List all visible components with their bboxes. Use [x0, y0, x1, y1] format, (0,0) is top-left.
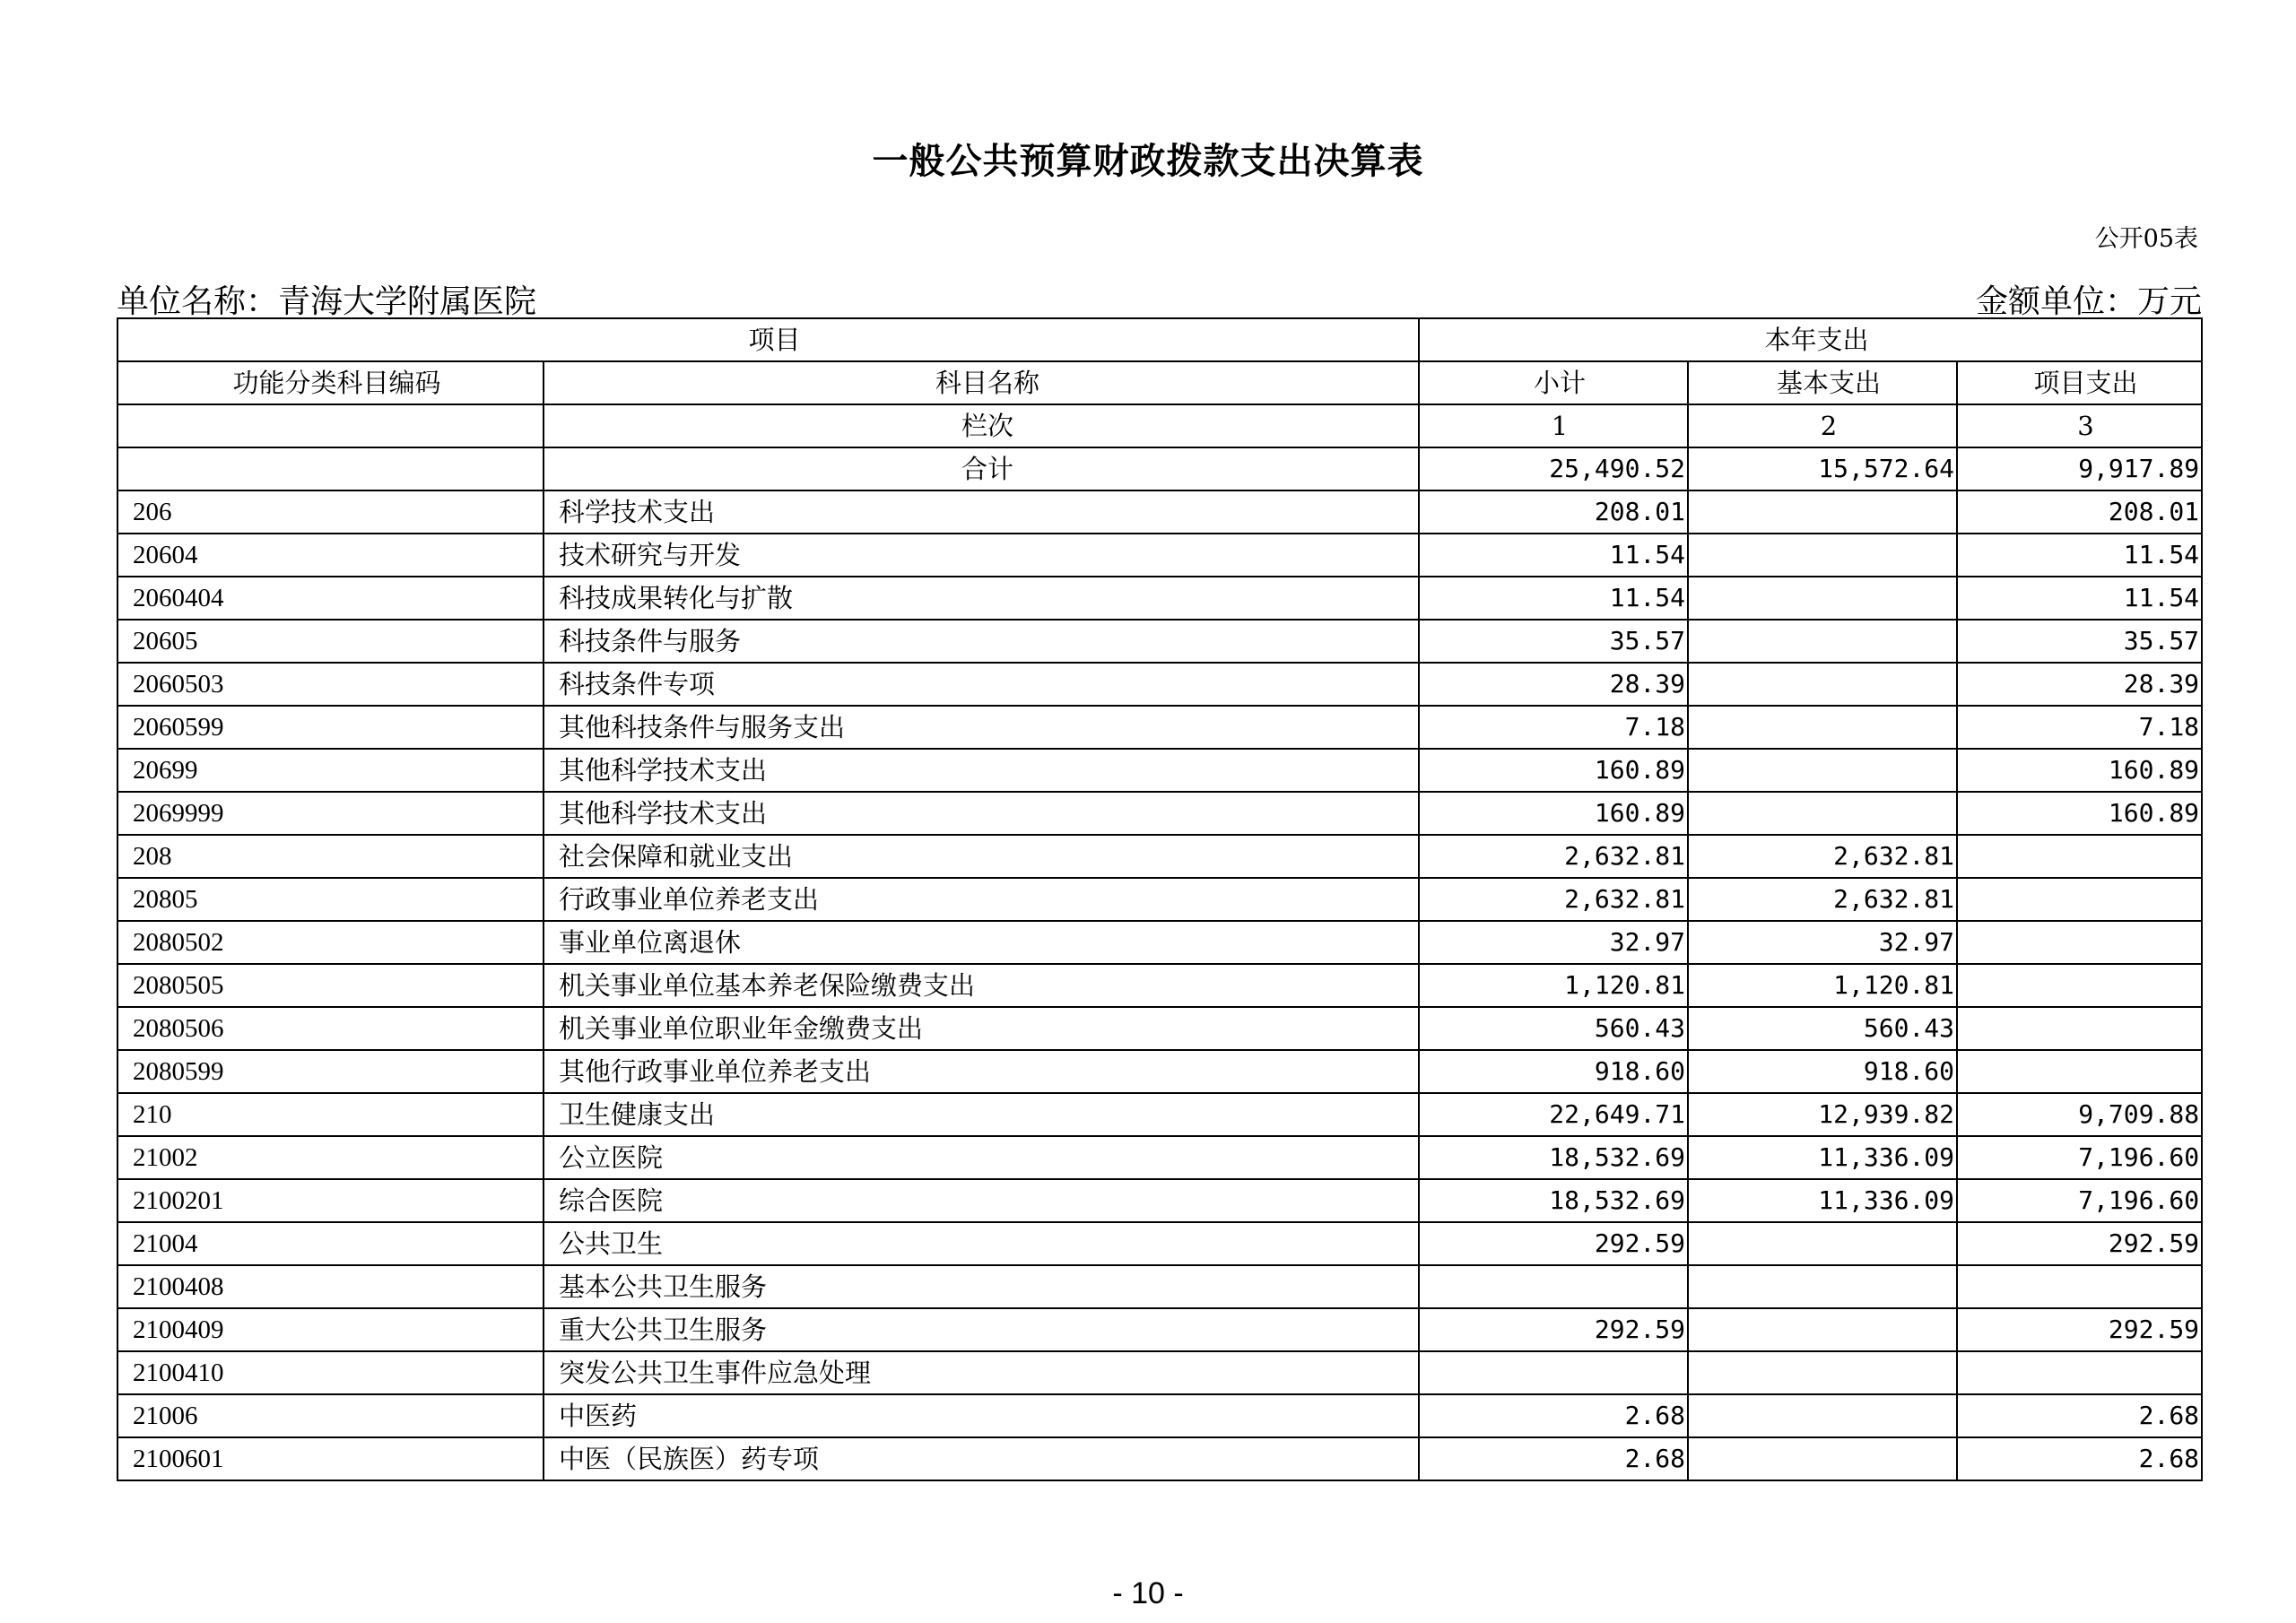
- row-subtotal: 918.60: [1419, 1050, 1688, 1093]
- row-basic: [1688, 1437, 1957, 1480]
- row-basic: [1688, 1351, 1957, 1394]
- header-current-year: 本年支出: [1419, 318, 2202, 361]
- row-code: 20699: [117, 749, 544, 792]
- row-name: 突发公共卫生事件应急处理: [544, 1351, 1419, 1394]
- table-row: [117, 534, 2202, 577]
- row-project: 160.89: [1957, 749, 2202, 792]
- table-row: [117, 577, 2202, 620]
- row-basic: 2,632.81: [1688, 835, 1957, 878]
- row-subtotal: [1419, 1265, 1688, 1308]
- row-subtotal: 160.89: [1419, 749, 1688, 792]
- row-basic: [1688, 1394, 1957, 1437]
- table-row: [117, 921, 2202, 964]
- row-name: 技术研究与开发: [544, 534, 1419, 577]
- row-basic: [1688, 1222, 1957, 1265]
- budget-table: [117, 317, 2203, 1481]
- row-subtotal: 22,649.71: [1419, 1093, 1688, 1136]
- table-row: [117, 490, 2202, 534]
- row-code: 21002: [117, 1136, 544, 1179]
- header-subtotal: 小计: [1419, 361, 1688, 404]
- row-name: 社会保障和就业支出: [544, 835, 1419, 878]
- row-name: 其他科技条件与服务支出: [544, 706, 1419, 749]
- row-subtotal: 2,632.81: [1419, 878, 1688, 921]
- row-subtotal: 28.39: [1419, 663, 1688, 706]
- row-code: 20604: [117, 534, 544, 577]
- row-project: [1957, 878, 2202, 921]
- row-project: 292.59: [1957, 1222, 2202, 1265]
- row-basic: [1688, 1265, 1957, 1308]
- row-project: 2.68: [1957, 1437, 2202, 1480]
- row-code: 2100408: [117, 1265, 544, 1308]
- total-basic: 15,572.64: [1688, 447, 1957, 490]
- table-row: [117, 1394, 2202, 1437]
- total-label: 合计: [544, 447, 1419, 490]
- table-row: [117, 1265, 2202, 1308]
- row-name: 其他科学技术支出: [544, 792, 1419, 835]
- row-name: 行政事业单位养老支出: [544, 878, 1419, 921]
- row-project: 160.89: [1957, 792, 2202, 835]
- table-row: [117, 1222, 2202, 1265]
- row-basic: [1688, 620, 1957, 663]
- row-name: 科技条件专项: [544, 663, 1419, 706]
- row-subtotal: 35.57: [1419, 620, 1688, 663]
- header-blank: [117, 404, 544, 447]
- row-name: 重大公共卫生服务: [544, 1308, 1419, 1351]
- header-code: 功能分类科目编码: [117, 361, 544, 404]
- row-basic: [1688, 1308, 1957, 1351]
- header-col3: 3: [1957, 404, 2202, 447]
- row-subtotal: 160.89: [1419, 792, 1688, 835]
- table-row: [117, 835, 2202, 878]
- row-basic: [1688, 577, 1957, 620]
- table-row: [117, 1437, 2202, 1480]
- row-name: 机关事业单位职业年金缴费支出: [544, 1007, 1419, 1050]
- row-code: 210: [117, 1093, 544, 1136]
- row-project: 28.39: [1957, 663, 2202, 706]
- table-row: [117, 1351, 2202, 1394]
- row-subtotal: 7.18: [1419, 706, 1688, 749]
- row-basic: 918.60: [1688, 1050, 1957, 1093]
- row-project: 208.01: [1957, 490, 2202, 534]
- row-code: 2100409: [117, 1308, 544, 1351]
- row-subtotal: 292.59: [1419, 1222, 1688, 1265]
- row-project: [1957, 1351, 2202, 1394]
- row-code: 2060503: [117, 663, 544, 706]
- total-subtotal: 25,490.52: [1419, 447, 1688, 490]
- header-column-label: 栏次: [544, 404, 1419, 447]
- row-name: 中医药: [544, 1394, 1419, 1437]
- row-code: 2060404: [117, 577, 544, 620]
- total-blank: [117, 447, 544, 490]
- row-code: 2080599: [117, 1050, 544, 1093]
- row-code: 20805: [117, 878, 544, 921]
- row-basic: 2,632.81: [1688, 878, 1957, 921]
- row-subtotal: 11.54: [1419, 534, 1688, 577]
- row-subtotal: 292.59: [1419, 1308, 1688, 1351]
- row-basic: 12,939.82: [1688, 1093, 1957, 1136]
- row-project: [1957, 1007, 2202, 1050]
- row-basic: 11,336.09: [1688, 1179, 1957, 1222]
- table-row: [117, 749, 2202, 792]
- row-basic: [1688, 490, 1957, 534]
- row-subtotal: 560.43: [1419, 1007, 1688, 1050]
- row-subtotal: 1,120.81: [1419, 964, 1688, 1007]
- row-subtotal: 11.54: [1419, 577, 1688, 620]
- row-name: 其他行政事业单位养老支出: [544, 1050, 1419, 1093]
- row-name: 卫生健康支出: [544, 1093, 1419, 1136]
- header-row-2: [117, 361, 2202, 404]
- row-subtotal: 18,532.69: [1419, 1179, 1688, 1222]
- row-basic: [1688, 663, 1957, 706]
- row-code: 2080506: [117, 1007, 544, 1050]
- row-project: 7,196.60: [1957, 1179, 2202, 1222]
- row-subtotal: 18,532.69: [1419, 1136, 1688, 1179]
- header-basic: 基本支出: [1688, 361, 1957, 404]
- row-name: 事业单位离退休: [544, 921, 1419, 964]
- row-subtotal: 208.01: [1419, 490, 1688, 534]
- row-basic: [1688, 749, 1957, 792]
- table-row: [117, 1093, 2202, 1136]
- row-project: [1957, 921, 2202, 964]
- row-name: 中医（民族医）药专项: [544, 1437, 1419, 1480]
- table-row: [117, 706, 2202, 749]
- row-project: [1957, 835, 2202, 878]
- row-name: 公立医院: [544, 1136, 1419, 1179]
- row-basic: [1688, 706, 1957, 749]
- row-name: 公共卫生: [544, 1222, 1419, 1265]
- row-basic: [1688, 792, 1957, 835]
- row-code: 21004: [117, 1222, 544, 1265]
- row-name: 机关事业单位基本养老保险缴费支出: [544, 964, 1419, 1007]
- row-project: 292.59: [1957, 1308, 2202, 1351]
- header-project: 项目: [117, 318, 1419, 361]
- row-name: 科技条件与服务: [544, 620, 1419, 663]
- header-col2: 2: [1688, 404, 1957, 447]
- header-name: 科目名称: [544, 361, 1419, 404]
- row-project: 35.57: [1957, 620, 2202, 663]
- row-code: 206: [117, 490, 544, 534]
- row-subtotal: 32.97: [1419, 921, 1688, 964]
- row-basic: [1688, 534, 1957, 577]
- row-project: [1957, 1050, 2202, 1093]
- row-name: 其他科学技术支出: [544, 749, 1419, 792]
- row-project: 7,196.60: [1957, 1136, 2202, 1179]
- row-code: 2080505: [117, 964, 544, 1007]
- table-row: [117, 1050, 2202, 1093]
- table-row: [117, 878, 2202, 921]
- form-number: 公开05表: [2094, 225, 2198, 253]
- row-code: 2100410: [117, 1351, 544, 1394]
- row-name: 综合医院: [544, 1179, 1419, 1222]
- row-subtotal: 2.68: [1419, 1394, 1688, 1437]
- table-row: [117, 663, 2202, 706]
- row-code: 2069999: [117, 792, 544, 835]
- row-name: 科学技术支出: [544, 490, 1419, 534]
- row-subtotal: [1419, 1351, 1688, 1394]
- table-row: [117, 1308, 2202, 1351]
- row-code: 208: [117, 835, 544, 878]
- row-basic: 32.97: [1688, 921, 1957, 964]
- table-row: [117, 792, 2202, 835]
- row-basic: 1,120.81: [1688, 964, 1957, 1007]
- total-project: 9,917.89: [1957, 447, 2202, 490]
- row-project: 7.18: [1957, 706, 2202, 749]
- row-subtotal: 2.68: [1419, 1437, 1688, 1480]
- header-project-exp: 项目支出: [1957, 361, 2202, 404]
- row-code: 2060599: [117, 706, 544, 749]
- row-basic: 11,336.09: [1688, 1136, 1957, 1179]
- table-row: [117, 1007, 2202, 1050]
- table-row: [117, 964, 2202, 1007]
- page-title: 一般公共预算财政拨款支出决算表: [872, 140, 1424, 182]
- table-row: [117, 620, 2202, 663]
- unit-name: 单位名称：青海大学附属医院: [117, 283, 537, 320]
- row-subtotal: 2,632.81: [1419, 835, 1688, 878]
- amount-unit: 金额单位：万元: [1975, 283, 2202, 320]
- header-row-3: [117, 404, 2202, 447]
- row-code: 2100201: [117, 1179, 544, 1222]
- row-name: 科技成果转化与扩散: [544, 577, 1419, 620]
- unit-line: [117, 276, 2202, 320]
- row-project: [1957, 964, 2202, 1007]
- row-name: 基本公共卫生服务: [544, 1265, 1419, 1308]
- header-row-1: [117, 318, 2202, 361]
- row-project: 11.54: [1957, 534, 2202, 577]
- row-code: 2080502: [117, 921, 544, 964]
- row-project: [1957, 1265, 2202, 1308]
- header-col1: 1: [1419, 404, 1688, 447]
- table-row: [117, 1179, 2202, 1222]
- row-code: 20605: [117, 620, 544, 663]
- table-row: [117, 1136, 2202, 1179]
- row-code: 2100601: [117, 1437, 544, 1480]
- row-project: 11.54: [1957, 577, 2202, 620]
- row-project: 9,709.88: [1957, 1093, 2202, 1136]
- row-project: 2.68: [1957, 1394, 2202, 1437]
- row-code: 21006: [117, 1394, 544, 1437]
- total-row: [117, 447, 2202, 490]
- page-number: - 10 -: [1112, 1576, 1184, 1610]
- row-basic: 560.43: [1688, 1007, 1957, 1050]
